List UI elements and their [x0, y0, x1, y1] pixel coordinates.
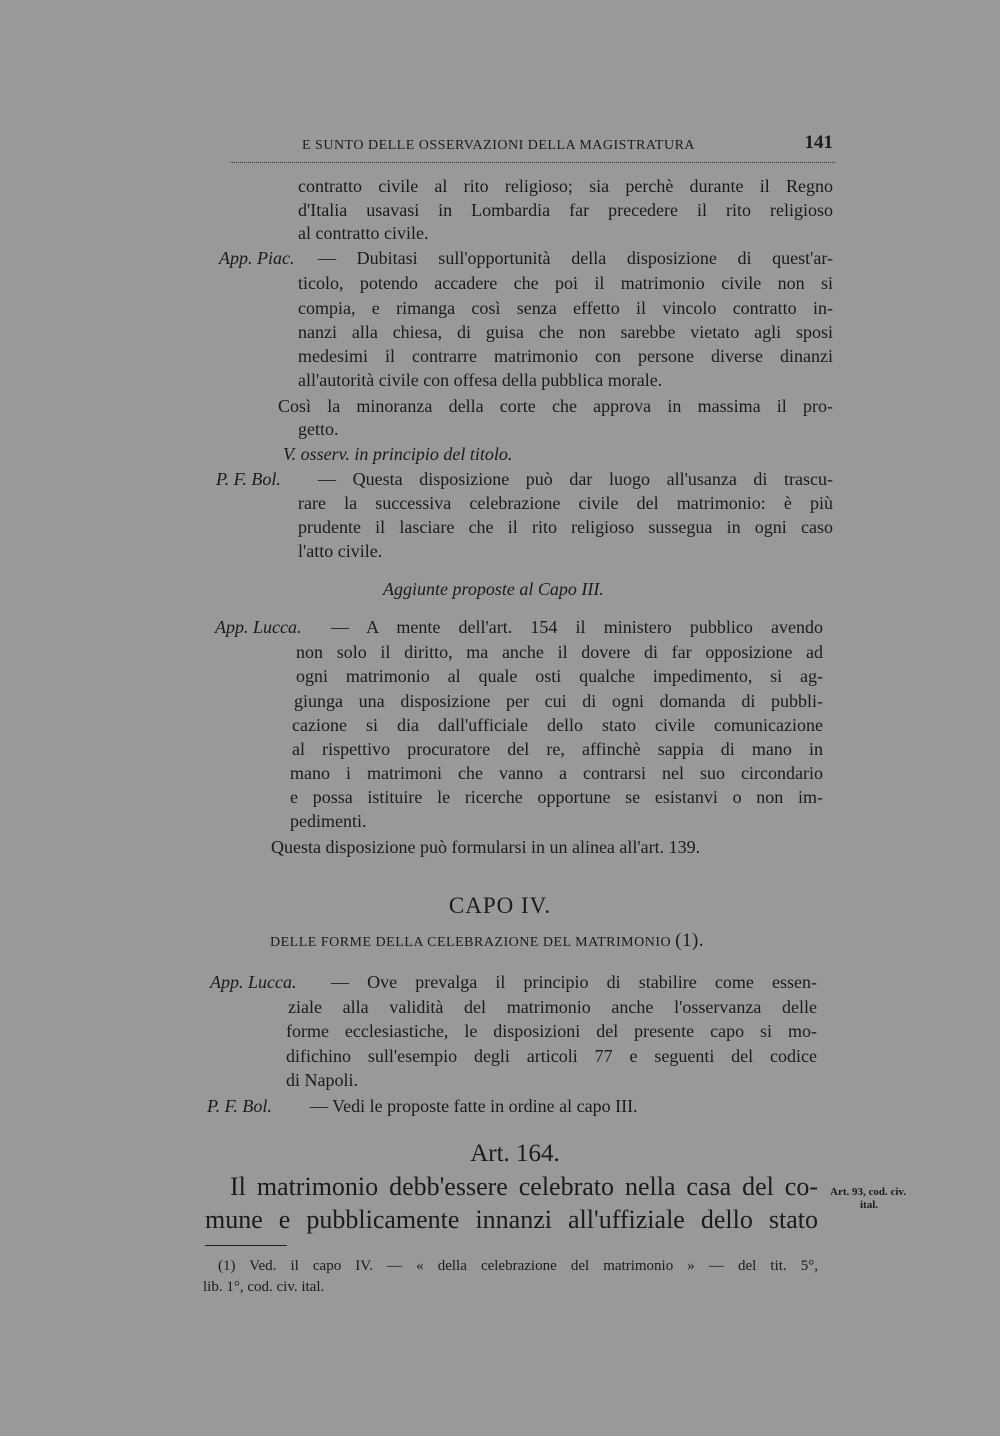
footnote-ref: (1).: [675, 930, 705, 951]
text-line: — A mente dell'art. 154 il ministero pubblico avendo: [331, 617, 823, 637]
text-line: nanzi alla chiesa, di guisa che non sarebbe vietato agli sposi: [298, 322, 833, 342]
text-line: pedimenti.: [290, 811, 367, 831]
chapter-title: CAPO IV.: [448, 893, 552, 918]
text-line: al rispettivo procuratore del re, affinchè sappia di mano in: [292, 739, 823, 759]
text-line: V. osserv. in principio del titolo.: [283, 444, 513, 464]
footnote-line: (1) Ved. il capo IV. — « della celebrazione del matrimonio » — del tit. 5°,: [218, 1258, 818, 1274]
margin-note-line: Art. 93, cod. civ.: [830, 1186, 907, 1198]
footnote-line: lib. 1°, cod. civ. ital.: [203, 1279, 325, 1295]
source-label: App. Lucca.: [215, 617, 302, 637]
text-line: ticolo, potendo accadere che poi il matrimonio civile non si: [298, 273, 833, 293]
section-heading: Aggiunte proposte al Capo III.: [383, 579, 604, 599]
page-number: 141: [804, 132, 833, 153]
text-line: — Questa disposizione può dar luogo all'usanza di trascu-: [318, 469, 833, 489]
text-line: medesimi il contrarre matrimonio con persone diverse dinanzi: [298, 346, 833, 366]
text-line: e possa istituire le ricerche opportune se esistanvi o non im-: [290, 787, 823, 807]
source-label: P. F. Bol.: [216, 469, 281, 489]
text-line: Questa disposizione può formularsi in un alinea all'art. 139.: [271, 837, 701, 857]
text-line: rare la successiva celebrazione civile del matrimonio: è più: [298, 493, 833, 513]
text-line: difichino sull'esempio degli articoli 77 e seguenti del codice: [286, 1046, 817, 1066]
text-line: d'Italia usavasi in Lombardia far precedere il rito religioso: [298, 200, 833, 220]
text-line: compia, e rimanga così senza effetto il vincolo contratto in-: [298, 298, 833, 318]
source-label: App. Piac.: [219, 248, 295, 268]
text-line: forme ecclesiastiche, le disposizioni del presente capo si mo-: [286, 1021, 817, 1041]
article-line: Il matrimonio debb'essere celebrato nella casa del co-: [230, 1172, 818, 1201]
text-line: prudente il lasciare che il rito religioso sussegua in ogni caso: [298, 517, 833, 537]
text-line: ogni matrimonio al quale osti qualche impedimento, si ag-: [296, 666, 823, 686]
text-line: Così la minoranza della corte che approva in massima il pro-: [278, 396, 833, 416]
text-line: — Vedi le proposte fatte in ordine al capo III.: [310, 1096, 638, 1116]
text-line: di Napoli.: [286, 1070, 358, 1090]
text-line: contratto civile al rito religioso; sia perchè durante il Regno: [298, 176, 833, 196]
text-line: non solo il diritto, ma anche il dovere di far opposizione ad: [296, 642, 823, 662]
text-line: cazione si dia dall'ufficiale dello stato civile comunicazione: [292, 715, 823, 735]
text-line: — Ove prevalga il principio di stabilire come essen-: [331, 972, 817, 992]
source-label: App. Lucca.: [210, 972, 297, 992]
text-line: l'atto civile.: [298, 541, 383, 561]
text-line: getto.: [298, 419, 339, 439]
margin-note-line: ital.: [860, 1199, 879, 1211]
chapter-subtitle-text: DELLE FORME DELLA CELEBRAZIONE DEL MATRIMONIO: [270, 935, 672, 950]
text-line: ziale alla validità del matrimonio anche l'osservanza delle: [288, 997, 817, 1017]
running-header-title: E SUNTO DELLE OSSERVAZIONI DELLA MAGISTRATURA: [302, 138, 696, 153]
text-line: al contratto civile.: [298, 223, 429, 243]
text-line: — Dubitasi sull'opportunità della disposizione di quest'ar-: [318, 248, 833, 268]
running-header: [230, 132, 835, 163]
footnote-rule: [205, 1245, 287, 1246]
article-title: Art. 164.: [470, 1140, 560, 1167]
text-line: all'autorità civile con offesa della pubblica morale.: [298, 370, 663, 390]
article-line: mune e pubblicamente innanzi all'uffiziale dello stato: [205, 1205, 818, 1234]
text-line: mano i matrimoni che vanno a contrarsi nel suo circondario: [290, 763, 823, 783]
source-label: P. F. Bol.: [207, 1096, 272, 1116]
chapter-subtitle: [270, 930, 770, 952]
margin-note: [830, 1186, 940, 1212]
text-line: giunga una disposizione per cui di ogni domanda di pubbli-: [294, 691, 823, 711]
